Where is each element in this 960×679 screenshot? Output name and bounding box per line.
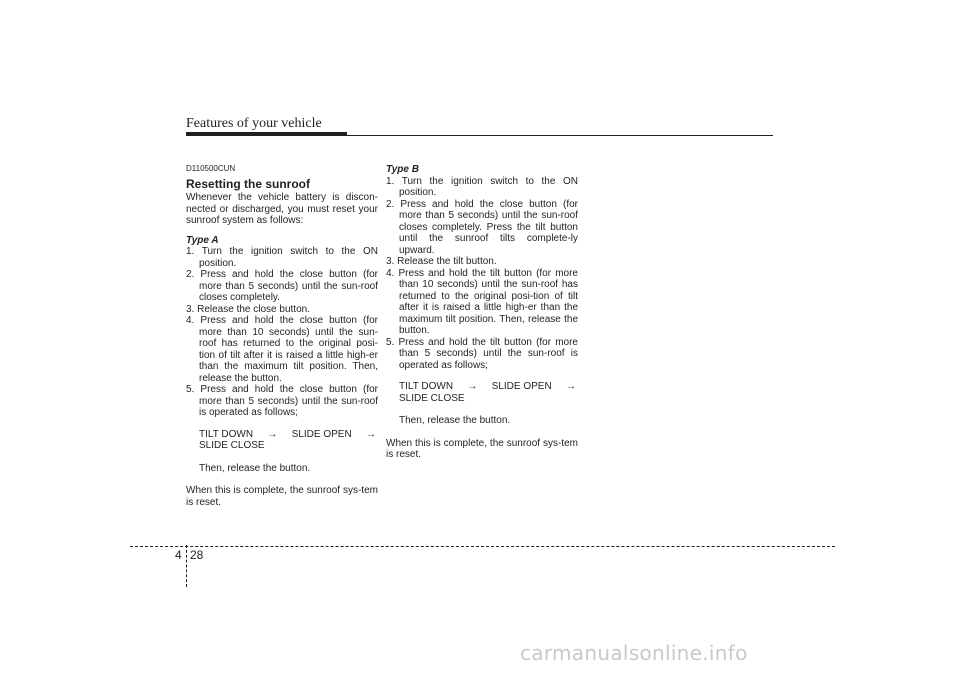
release-note: Then, release the button. (199, 462, 311, 474)
type-a-steps (186, 246, 378, 419)
header-rule (186, 135, 773, 136)
arrow-icon: → (267, 428, 278, 440)
release-note: Then, release the button. (399, 415, 511, 426)
right-column (386, 164, 578, 461)
step: 3. Release the close button. (186, 303, 310, 315)
section-title: Resetting the sunroof (186, 177, 311, 191)
footer-dashed-rule (130, 546, 835, 547)
seq-slide-close: SLIDE CLOSE (399, 392, 465, 404)
operation-sequence (186, 429, 378, 452)
type-b-label: Type B (386, 164, 419, 175)
seq-slide-open: SLIDE OPEN (491, 381, 552, 392)
step: 4. Press and hold the close button (for more than 10 seconds) until the sun-roof has returned to the original posi-tion of tilt after it is raised a little high-er than the maximum tilt position. Then, release the button. (186, 315, 378, 384)
step: 5. Press and hold the tilt button (for more than 5 seconds) until the sun-roof is operated as follows; (386, 336, 578, 371)
step: 2. Press and hold the close button (for more than 5 seconds) until the sun-roof closes completely. (186, 269, 378, 303)
step: 2. Press and hold the close button (for more than 5 seconds) until the sun-roof closes completely. Press the tilt button until the sunroof tilts complete-ly upward. (386, 198, 578, 256)
chapter-number: 4 (175, 548, 182, 562)
operation-sequence (386, 381, 578, 404)
left-column (186, 164, 378, 508)
step: 3. Release the tilt button. (386, 256, 497, 267)
page-header-title: Features of your vehicle (186, 116, 322, 131)
intro-paragraph: Whenever the vehicle battery is discon-nected or discharged, you must reset your sunroof system as follows: (186, 192, 378, 226)
arrow-icon: → (467, 381, 478, 392)
seq-tilt-down: TILT DOWN (199, 428, 254, 440)
arrow-icon: → (566, 381, 576, 392)
type-b-steps (386, 176, 578, 372)
step: 1. Turn the ignition switch to the ON position. (386, 175, 578, 198)
footer-vertical-rule (186, 545, 187, 587)
seq-slide-open: SLIDE OPEN (291, 428, 352, 440)
outro-paragraph: When this is complete, the sunroof sys-tem is reset. (386, 437, 578, 460)
outro-paragraph: When this is complete, the sunroof sys-tem is reset. (186, 485, 378, 508)
step: 4. Press and hold the tilt button (for more than 10 seconds) until the sun-roof has returned to the original posi-tion of tilt after it is raised a little high-er than the maximum tilt position. Then, release the button. (386, 267, 578, 336)
seq-slide-close: SLIDE CLOSE (199, 440, 265, 451)
arrow-icon: → (366, 428, 376, 440)
type-a-label: Type A (186, 234, 219, 246)
step: 1. Turn the ignition switch to the ON position. (186, 246, 378, 269)
watermark: carmanualsonline.info (520, 641, 748, 665)
seq-tilt-down: TILT DOWN (399, 381, 454, 392)
page-number: 28 (190, 548, 204, 562)
step: 5. Press and hold the close button (for more than 5 seconds) until the sun-roof is operated as follows; (186, 384, 378, 418)
doc-code: D110500CUN (186, 164, 236, 173)
